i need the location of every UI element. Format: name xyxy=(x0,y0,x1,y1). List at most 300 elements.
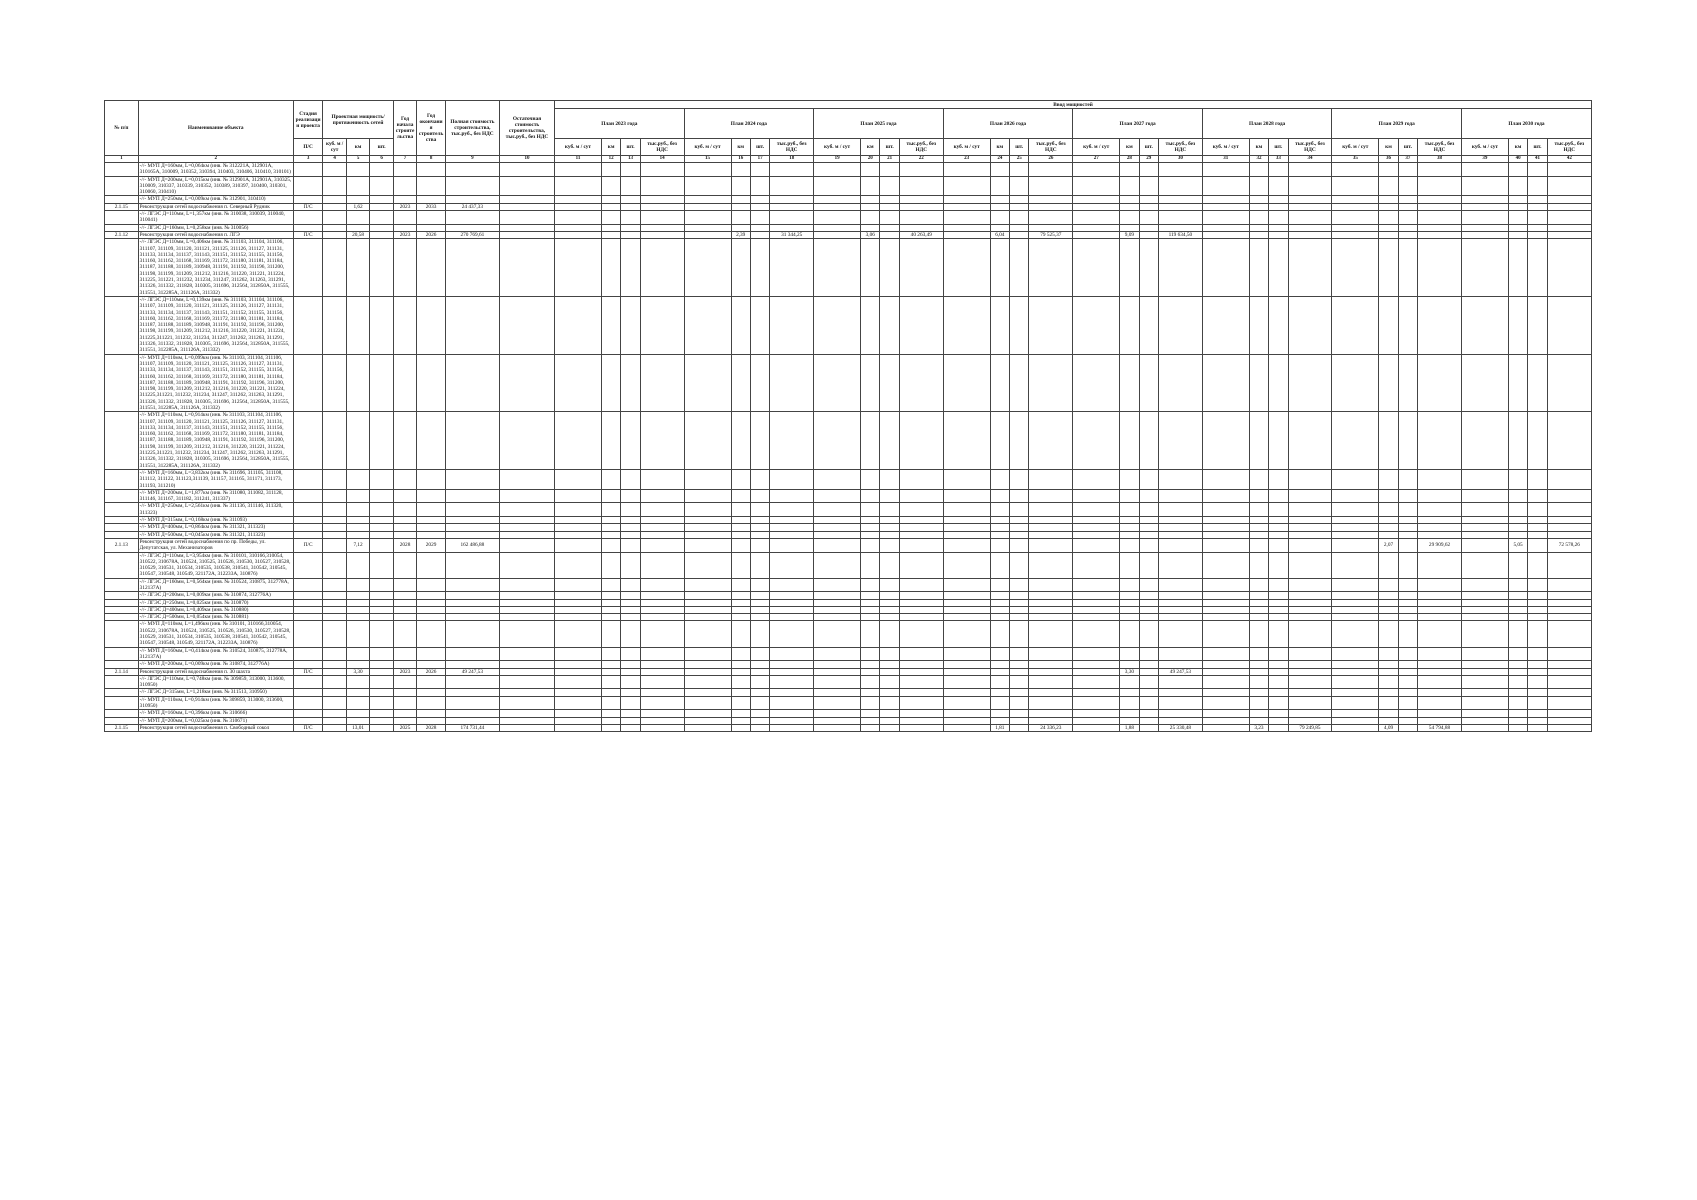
header-unit: куб. м / сут xyxy=(1202,139,1249,156)
header-unit: куб. м / сут xyxy=(814,139,861,156)
row-year-value: 6,04 xyxy=(990,231,1009,238)
row-year-value xyxy=(1120,606,1139,613)
row-year-value xyxy=(1398,538,1417,552)
row-year-value xyxy=(1418,231,1462,238)
column-number: 34 xyxy=(1288,156,1332,163)
row-year-value xyxy=(1139,517,1158,524)
row-year-value xyxy=(1158,689,1202,696)
row-year-value xyxy=(1010,531,1029,538)
row-year-value xyxy=(814,531,861,538)
row-year-value xyxy=(555,163,602,177)
row-year-value xyxy=(880,592,899,599)
row-year-value xyxy=(1269,503,1288,517)
row-year-value xyxy=(1418,592,1462,599)
column-number: 18 xyxy=(770,156,814,163)
row-year-value xyxy=(750,517,769,524)
row-year-value xyxy=(880,354,899,412)
row-year-value xyxy=(1249,621,1268,647)
row-full-cost xyxy=(445,606,499,613)
row-year-value xyxy=(601,724,620,731)
row-year-value xyxy=(899,606,943,613)
row-year-value xyxy=(1139,675,1158,689)
row-year-value xyxy=(1202,163,1249,177)
header-unit: км xyxy=(1249,139,1268,156)
row-year-value xyxy=(861,599,880,606)
row-stage xyxy=(293,689,323,696)
row-year-value xyxy=(1508,203,1527,210)
row-year-value xyxy=(1528,531,1547,538)
row-capacity-m3 xyxy=(323,668,346,675)
row-year-value xyxy=(621,176,640,196)
row-year-value xyxy=(1269,354,1288,412)
row-year-value xyxy=(814,661,861,668)
row-year-value xyxy=(1120,503,1139,517)
row-year-value xyxy=(1202,203,1249,210)
row-year-value xyxy=(943,203,990,210)
row-year-value xyxy=(750,203,769,210)
row-year-value xyxy=(1029,599,1073,606)
row-year-value xyxy=(555,717,602,724)
row-year-value xyxy=(814,517,861,524)
row-year-value xyxy=(1508,224,1527,231)
row-year-value xyxy=(1398,524,1417,531)
row-start-year xyxy=(393,592,416,599)
row-year-value xyxy=(555,621,602,647)
row-year-value xyxy=(1202,710,1249,717)
row-year-value xyxy=(1398,621,1417,647)
row-number xyxy=(105,163,139,177)
row-year-value xyxy=(555,724,602,731)
row-year-value xyxy=(1010,489,1029,503)
row-start-year xyxy=(393,517,416,524)
header-unit: тыс.руб., без НДС xyxy=(1418,139,1462,156)
header-unit: тыс.руб., без НДС xyxy=(1547,139,1591,156)
row-stage xyxy=(293,621,323,647)
row-year-value xyxy=(1158,524,1202,531)
row-year-value: 40 263,49 xyxy=(899,231,943,238)
column-number: 23 xyxy=(943,156,990,163)
row-year-value xyxy=(1398,517,1417,524)
row-residual-cost xyxy=(499,614,554,621)
row-year-value xyxy=(640,647,684,661)
row-year-value xyxy=(1528,621,1547,647)
row-year-value xyxy=(861,689,880,696)
row-stage xyxy=(293,224,323,231)
row-year-value xyxy=(555,689,602,696)
row-year-value xyxy=(770,517,814,524)
row-year-value xyxy=(814,163,861,177)
row-year-value xyxy=(770,621,814,647)
row-year-value xyxy=(684,538,731,552)
row-capacity-m3 xyxy=(323,296,346,354)
column-number: 30 xyxy=(1158,156,1202,163)
row-year-value xyxy=(731,531,750,538)
row-year-value xyxy=(1418,552,1462,578)
row-year-value xyxy=(1010,696,1029,710)
row-year-value xyxy=(601,503,620,517)
row-year-value xyxy=(621,469,640,489)
row-number xyxy=(105,211,139,225)
row-year-value xyxy=(1269,538,1288,552)
row-year-value xyxy=(731,239,750,297)
row-year-value xyxy=(731,621,750,647)
row-year-value xyxy=(899,661,943,668)
row-end-year xyxy=(417,710,446,717)
row-count xyxy=(370,163,394,177)
column-number: 41 xyxy=(1528,156,1547,163)
row-year-value xyxy=(640,689,684,696)
row-count xyxy=(370,239,394,297)
header-capacity-input: Ввод мощностей xyxy=(555,101,1592,109)
row-year-value xyxy=(731,163,750,177)
row-year-value xyxy=(899,469,943,489)
row-year-value xyxy=(1269,689,1288,696)
row-name: Реконструкция сетей водоснабжения п. 30 шахта xyxy=(138,668,293,675)
row-year-value xyxy=(990,538,1009,552)
row-year-value xyxy=(640,239,684,297)
row-year-value xyxy=(1379,552,1398,578)
row-year-value xyxy=(750,211,769,225)
row-full-cost xyxy=(445,647,499,661)
row-year-value xyxy=(1010,163,1029,177)
row-year-value xyxy=(640,503,684,517)
row-end-year xyxy=(417,578,446,592)
row-year-value xyxy=(861,517,880,524)
row-year-value xyxy=(990,668,1009,675)
row-year-value xyxy=(750,661,769,668)
row-end-year xyxy=(417,239,446,297)
row-year-value xyxy=(1547,621,1591,647)
row-year-value xyxy=(1139,524,1158,531)
row-year-value xyxy=(684,524,731,531)
row-end-year xyxy=(417,412,446,470)
row-year-value xyxy=(1332,196,1379,203)
row-year-value xyxy=(1461,668,1508,675)
row-full-cost xyxy=(445,599,499,606)
row-year-value xyxy=(1528,354,1547,412)
header-unit: км xyxy=(1379,139,1398,156)
row-year-value xyxy=(555,599,602,606)
row-year-value xyxy=(1139,696,1158,710)
row-year-value xyxy=(1332,675,1379,689)
row-end-year: 2026 xyxy=(417,668,446,675)
row-year-value xyxy=(1269,599,1288,606)
row-year-value xyxy=(943,469,990,489)
row-year-value xyxy=(555,203,602,210)
row-residual-cost xyxy=(499,211,554,225)
row-year-value xyxy=(1158,412,1202,470)
row-name: -//- ЛГЭС Д=110мм, L=3,954км (инв. № 310101, 310166,310054, 310522, 310678А, 310524, 310525, 310526, 310530, 310527, 310528, 310529, 310531, 310534, 310535, 310538, 310541, 310542, 310545, 310547, 310548, 310549, 321172А, 312233А, 310876) xyxy=(138,552,293,578)
row-year-value xyxy=(1202,176,1249,196)
row-year-value xyxy=(1010,469,1029,489)
row-year-value xyxy=(684,296,731,354)
row-count xyxy=(370,211,394,225)
row-year-value xyxy=(1461,489,1508,503)
row-end-year xyxy=(417,647,446,661)
row-year-value xyxy=(1508,211,1527,225)
row-year-value xyxy=(1508,710,1527,717)
row-year-value xyxy=(770,296,814,354)
row-year-value xyxy=(1508,176,1527,196)
row-year-value xyxy=(990,689,1009,696)
row-residual-cost xyxy=(499,503,554,517)
row-year-value xyxy=(1379,517,1398,524)
row-year-value xyxy=(1249,176,1268,196)
row-year-value xyxy=(1202,661,1249,668)
row-year-value xyxy=(943,552,990,578)
row-year-value xyxy=(1120,661,1139,668)
row-year-value xyxy=(1332,239,1379,297)
row-year-value xyxy=(1332,211,1379,225)
row-year-value xyxy=(899,489,943,503)
row-year-value xyxy=(731,599,750,606)
row-year-value xyxy=(1202,647,1249,661)
row-year-value xyxy=(814,503,861,517)
row-year-value: 4,09 xyxy=(1379,724,1398,731)
row-year-value xyxy=(814,614,861,621)
row-name: Реконструкция сетей водоснабжения п. Свободный сокол xyxy=(138,724,293,731)
row-year-value xyxy=(555,196,602,203)
row-year-value xyxy=(1139,503,1158,517)
row-year-value xyxy=(750,592,769,599)
row-full-cost xyxy=(445,196,499,203)
row-count xyxy=(370,599,394,606)
row-year-value xyxy=(990,503,1009,517)
row-year-value xyxy=(1379,668,1398,675)
row-year-value xyxy=(861,661,880,668)
row-year-value xyxy=(990,296,1009,354)
row-year-value xyxy=(1547,689,1591,696)
row-year-value xyxy=(899,524,943,531)
row-year-value xyxy=(1139,689,1158,696)
column-number: 25 xyxy=(1010,156,1029,163)
row-year-value xyxy=(899,668,943,675)
row-year-value xyxy=(770,578,814,592)
row-capacity-m3 xyxy=(323,354,346,412)
row-full-cost xyxy=(445,469,499,489)
row-year-value xyxy=(1269,469,1288,489)
row-full-cost xyxy=(445,578,499,592)
header-unit: шт. xyxy=(1139,139,1158,156)
row-year-value xyxy=(943,196,990,203)
row-year-value xyxy=(731,717,750,724)
row-year-value xyxy=(1269,552,1288,578)
header-unit: шт. xyxy=(880,139,899,156)
row-year-value xyxy=(1398,675,1417,689)
row-year-value xyxy=(1029,717,1073,724)
row-year-value xyxy=(990,412,1009,470)
row-year-value xyxy=(1029,203,1073,210)
row-year-value xyxy=(731,203,750,210)
header-year: План 2029 года xyxy=(1332,109,1462,139)
row-stage xyxy=(293,647,323,661)
row-capacity-m3 xyxy=(323,211,346,225)
row-year-value xyxy=(1269,524,1288,531)
row-year-value xyxy=(943,717,990,724)
row-start-year xyxy=(393,689,416,696)
row-year-value xyxy=(731,503,750,517)
row-number xyxy=(105,661,139,668)
row-year-value xyxy=(1288,538,1332,552)
row-year-value xyxy=(1398,239,1417,297)
row-length-km xyxy=(346,531,369,538)
column-number: 15 xyxy=(684,156,731,163)
row-year-value xyxy=(1158,578,1202,592)
row-start-year xyxy=(393,531,416,538)
row-year-value xyxy=(1418,176,1462,196)
column-number: 27 xyxy=(1073,156,1120,163)
row-year-value xyxy=(1508,239,1527,297)
row-year-value xyxy=(899,717,943,724)
row-name: -//- ЛГЭС Д=160мм, L=0,258км (инв. № 310056) xyxy=(138,224,293,231)
row-name: -//- МУП Д=160мм, L=3,832км (инв. № 311696, 311105, 311108, 311112, 311122, 311123,311139, 311157, 311165, 311171, 311173, 311193, 311210) xyxy=(138,469,293,489)
row-count xyxy=(370,538,394,552)
row-year-value xyxy=(1249,710,1268,717)
row-year-value xyxy=(1029,524,1073,531)
row-year-value xyxy=(1029,296,1073,354)
row-year-value xyxy=(601,696,620,710)
table-row-sub xyxy=(105,196,1592,203)
row-year-value xyxy=(880,696,899,710)
row-year-value xyxy=(1379,211,1398,225)
row-year-value xyxy=(943,647,990,661)
row-year-value xyxy=(880,211,899,225)
row-year-value xyxy=(684,239,731,297)
row-year-value xyxy=(601,412,620,470)
row-year-value xyxy=(814,689,861,696)
row-start-year xyxy=(393,469,416,489)
row-year-value xyxy=(1249,675,1268,689)
row-length-km xyxy=(346,578,369,592)
row-year-value xyxy=(1158,296,1202,354)
row-year-value xyxy=(770,592,814,599)
row-year-value xyxy=(1202,592,1249,599)
row-year-value xyxy=(750,614,769,621)
row-year-value xyxy=(1010,689,1029,696)
row-end-year: 2033 xyxy=(417,203,446,210)
row-year-value xyxy=(555,469,602,489)
row-year-value xyxy=(1288,176,1332,196)
row-name: -//- МУП Д=200мм, L=0,009км (инв. № 310874, 312776А) xyxy=(138,661,293,668)
row-year-value xyxy=(899,538,943,552)
row-full-cost xyxy=(445,163,499,177)
row-start-year xyxy=(393,163,416,177)
row-year-value xyxy=(1398,412,1417,470)
row-year-value xyxy=(1010,675,1029,689)
row-year-value xyxy=(1120,176,1139,196)
row-year-value xyxy=(861,354,880,412)
row-year-value xyxy=(1120,203,1139,210)
row-stage xyxy=(293,696,323,710)
row-year-value xyxy=(684,503,731,517)
row-year-value xyxy=(640,524,684,531)
row-year-value xyxy=(1288,668,1332,675)
row-year-value xyxy=(555,354,602,412)
row-stage: П/С xyxy=(293,538,323,552)
row-year-value xyxy=(899,176,943,196)
row-year-value xyxy=(1202,296,1249,354)
row-year-value xyxy=(750,412,769,470)
row-number xyxy=(105,675,139,689)
row-year-value xyxy=(880,176,899,196)
row-end-year xyxy=(417,661,446,668)
row-year-value xyxy=(684,647,731,661)
row-year-value xyxy=(1202,724,1249,731)
row-year-value xyxy=(1249,524,1268,531)
row-year-value xyxy=(1120,717,1139,724)
header-unit: куб. м / сут xyxy=(555,139,602,156)
header-design-capacity: Проектная мощность/ протяженность сетей xyxy=(323,101,393,139)
row-year-value xyxy=(750,647,769,661)
row-year-value xyxy=(601,296,620,354)
row-year-value xyxy=(1398,224,1417,231)
row-year-value xyxy=(1461,606,1508,613)
header-unit: тыс.руб., без НДС xyxy=(1158,139,1202,156)
row-year-value xyxy=(621,689,640,696)
row-year-value xyxy=(1547,203,1591,210)
row-year-value xyxy=(1508,517,1527,524)
row-length-km xyxy=(346,696,369,710)
row-year-value xyxy=(943,578,990,592)
row-year-value xyxy=(1120,517,1139,524)
row-residual-cost xyxy=(499,412,554,470)
row-year-value xyxy=(1073,524,1120,531)
row-year-value xyxy=(1418,689,1462,696)
row-year-value xyxy=(880,517,899,524)
row-year-value xyxy=(1249,239,1268,297)
row-year-value xyxy=(1379,163,1398,177)
row-end-year xyxy=(417,524,446,531)
row-year-value xyxy=(880,578,899,592)
row-capacity-m3 xyxy=(323,599,346,606)
column-number: 39 xyxy=(1461,156,1508,163)
table-row-sub xyxy=(105,689,1592,696)
row-end-year xyxy=(417,176,446,196)
row-year-value xyxy=(770,224,814,231)
row-year-value xyxy=(601,531,620,538)
row-year-value xyxy=(684,689,731,696)
row-name: -//- МУП Д=400мм, L=0,864км (инв. № 311321, 311323) xyxy=(138,524,293,531)
header-unit: км xyxy=(1508,139,1527,156)
row-residual-cost xyxy=(499,469,554,489)
header-unit: тыс.руб., без НДС xyxy=(640,139,684,156)
row-year-value xyxy=(770,668,814,675)
row-year-value xyxy=(1202,224,1249,231)
row-length-km xyxy=(346,606,369,613)
row-year-value xyxy=(1379,578,1398,592)
row-year-value xyxy=(1158,163,1202,177)
row-year-value xyxy=(1073,296,1120,354)
row-year-value: 25 330,48 xyxy=(1158,724,1202,731)
row-year-value xyxy=(899,599,943,606)
row-number xyxy=(105,689,139,696)
row-year-value xyxy=(1461,224,1508,231)
row-name: -//- МУП Д=160мм, L=0,064км (инв. № 312221А, 312901А, 310165А, 310009, 310352, 310394, 310403, 310406, 310410, 310101) xyxy=(138,163,293,177)
row-length-km: 20,58 xyxy=(346,231,369,238)
row-count xyxy=(370,231,394,238)
table-row-object xyxy=(105,203,1592,210)
row-year-value xyxy=(731,647,750,661)
row-year-value xyxy=(899,614,943,621)
row-year-value xyxy=(1461,647,1508,661)
row-year-value xyxy=(899,503,943,517)
row-capacity-m3 xyxy=(323,724,346,731)
row-year-value xyxy=(1461,211,1508,225)
row-year-value xyxy=(880,661,899,668)
row-year-value xyxy=(1398,552,1417,578)
row-year-value xyxy=(1249,592,1268,599)
row-year-value xyxy=(1508,689,1527,696)
